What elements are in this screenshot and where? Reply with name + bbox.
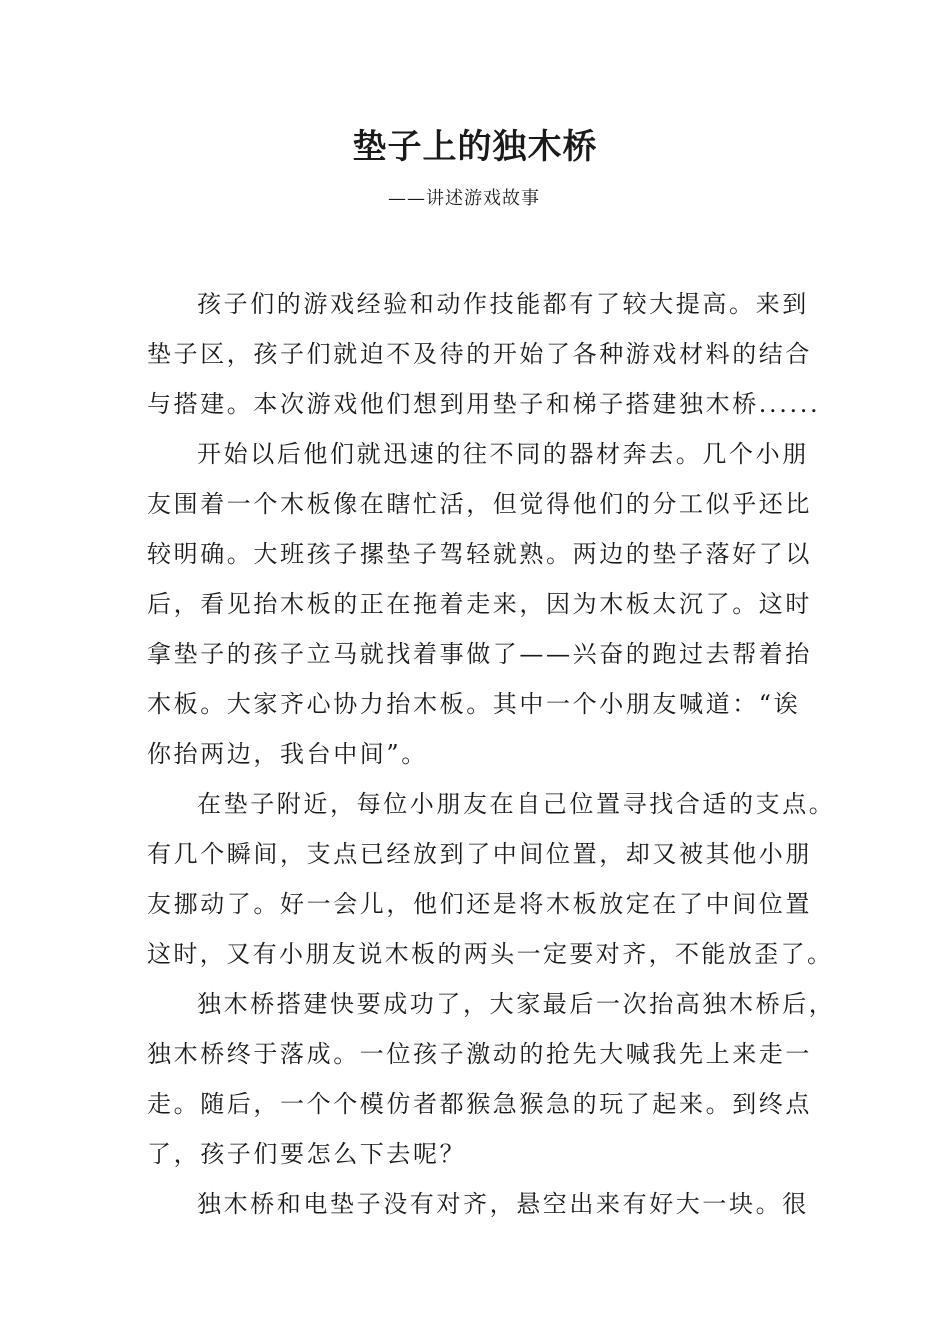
text-line: 开始以后他们就迅速的往不同的器材奔去。几个小朋 <box>197 440 809 468</box>
text-line: 你抬两边，我台中间”。 <box>147 740 428 768</box>
text-line: 这时，又有小朋友说木板的两头一定要对齐，不能放歪了。 <box>147 940 834 968</box>
text-line: 与搭建。本次游戏他们想到用垫子和梯子搭建独木桥...... <box>147 390 821 418</box>
text-line: 木板。大家齐心协力抬木板。其中一个小朋友喊道：“诶 <box>147 690 801 718</box>
text-line: 在垫子附近，每位小朋友在自己位置寻找合适的支点。 <box>197 790 836 818</box>
text-line: 走。随后，一个个模仿者都猴急猴急的玩了起来。到终点 <box>147 1090 812 1118</box>
text-line: 拿垫子的孩子立马就找着事做了——兴奋的跑过去帮着抬 <box>147 640 812 668</box>
text-line: 有几个瞬间，支点已经放到了中间位置，却又被其他小朋 <box>147 840 812 868</box>
text-line: 垫子区，孩子们就迫不及待的开始了各种游戏材料的结合 <box>147 340 812 368</box>
text-line: 较明确。大班孩子摞垫子驾轻就熟。两边的垫子落好了以 <box>147 540 812 568</box>
text-line: 孩子们的游戏经验和动作技能都有了较大提高。来到 <box>197 290 809 318</box>
text-line: 后，看见抬木板的正在拖着走来，因为木板太沉了。这时 <box>147 590 812 618</box>
page-title: 垫子上的独木桥 <box>352 127 598 167</box>
text-line: 独木桥搭建快要成功了，大家最后一次抬高独木桥后， <box>197 990 836 1018</box>
text-line: 友围着一个木板像在瞎忙活，但觉得他们的分工似乎还比 <box>147 490 812 518</box>
text-line: 了，孩子们要怎么下去呢？ <box>147 1140 467 1168</box>
text-line: 友挪动了。好一会儿，他们还是将木板放定在了中间位置 <box>147 890 812 918</box>
story-body <box>147 279 837 1229</box>
page-subtitle: ——讲述游戏故事 <box>388 188 540 209</box>
text-line: 独木桥和电垫子没有对齐，悬空出来有好大一块。很 <box>197 1190 809 1218</box>
text-line: 独木桥终于落成。一位孩子激动的抢先大喊我先上来走一 <box>147 1040 812 1068</box>
